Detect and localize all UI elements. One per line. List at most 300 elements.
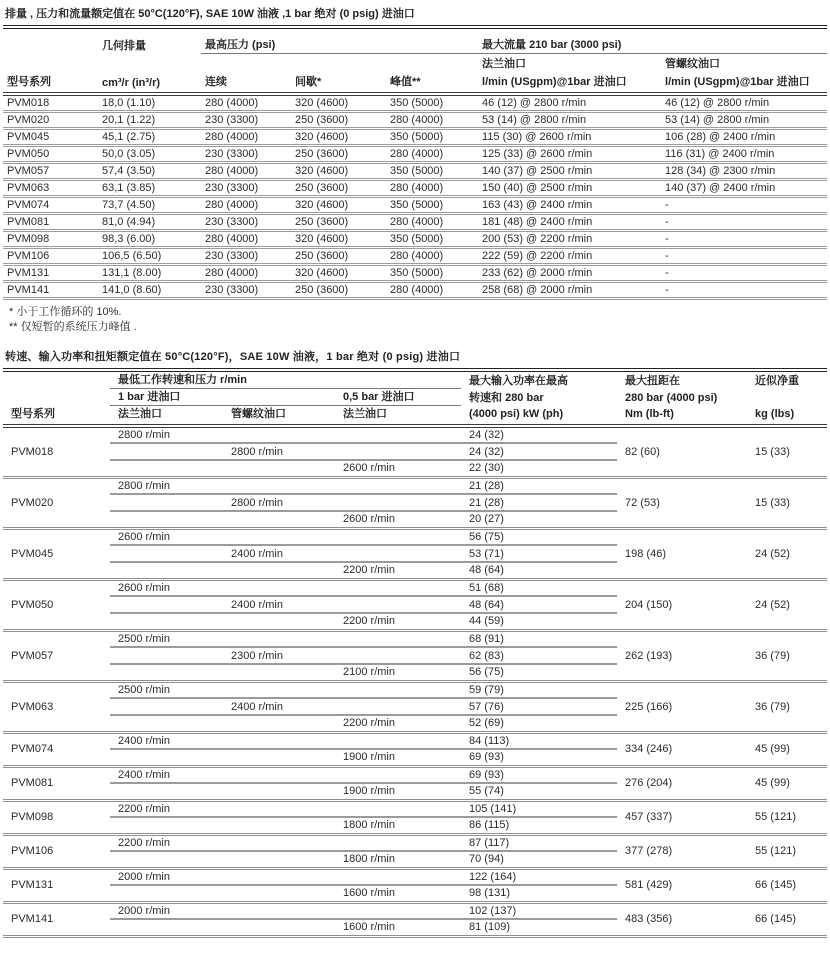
- intermittent-pressure-cell: 250 (3600): [291, 180, 386, 197]
- continuous-pressure-cell: 230 (3300): [201, 248, 291, 265]
- speed-flange-1bar-cell: 2000 r/min: [110, 868, 223, 885]
- displacement-table-row: [3, 248, 827, 265]
- power-cell: 122 (164): [461, 868, 617, 885]
- power-cell: 21 (28): [461, 477, 617, 494]
- power-cell: 84 (113): [461, 732, 617, 749]
- speed-flange-05bar-cell: [335, 647, 461, 664]
- peak-pressure-cell: 280 (4000): [386, 112, 478, 129]
- speed-threaded-1bar-cell: [223, 664, 335, 681]
- peak-pressure-cell: 280 (4000): [386, 282, 478, 299]
- model-cell: PVM074: [3, 197, 98, 214]
- torque-cell: 204 (150): [617, 579, 747, 630]
- continuous-pressure-cell: 280 (4000): [201, 163, 291, 180]
- continuous-pressure-cell: 280 (4000): [201, 197, 291, 214]
- torque-cell: 334 (246): [617, 732, 747, 766]
- speed-flange-05bar-cell: 1600 r/min: [343, 921, 395, 934]
- power-cell: 21 (28): [461, 494, 617, 511]
- intermittent-pressure-cell: 250 (3600): [291, 112, 386, 129]
- speed-power-model-group: [3, 528, 827, 579]
- speed-flange-05bar-cell: [335, 698, 461, 715]
- power-cell: 81 (109): [469, 921, 510, 934]
- header-model: 型号系列: [3, 406, 110, 427]
- displacement-table-row: [3, 112, 827, 129]
- header-weight-line1: 近似净重: [755, 374, 800, 387]
- speed-flange-1bar-cell: [110, 664, 223, 681]
- speed-flange-05bar-cell: [335, 868, 461, 885]
- speed-flange-1bar-cell: [110, 715, 223, 732]
- header-port-row: [3, 54, 827, 73]
- intermittent-pressure-cell: 250 (3600): [291, 282, 386, 299]
- speed-power-model-group: [3, 426, 827, 477]
- speed-power-model-group: [3, 834, 827, 868]
- speed-flange-1bar-cell: [110, 783, 223, 800]
- torque-cell: 457 (337): [617, 800, 747, 834]
- flange-flow-cell: 53 (14) @ 2800 r/min: [478, 112, 661, 129]
- header-displacement-group: 几何排量: [102, 39, 146, 52]
- speed-threaded-1bar-cell: [223, 783, 335, 800]
- power-cell: 69 (93): [461, 766, 617, 783]
- weight-cell: 24 (52): [747, 528, 827, 579]
- power-cell: 52 (69): [469, 717, 504, 730]
- speed-power-model-group: [3, 800, 827, 834]
- displacement-table-row: [3, 146, 827, 163]
- speed-flange-05bar-cell: [335, 596, 461, 613]
- speed-power-model-group: [3, 732, 827, 766]
- speed-flange-05bar-cell: 2200 r/min: [343, 564, 395, 577]
- intermittent-pressure-cell: 320 (4600): [291, 197, 386, 214]
- header-power-line1: 最大输入功率在最高: [469, 374, 569, 387]
- speed-flange-05bar-cell: [335, 443, 461, 460]
- displacement-cell: 57,4 (3.50): [98, 163, 201, 180]
- flange-flow-cell: 181 (48) @ 2400 r/min: [478, 214, 661, 231]
- speed-threaded-1bar-cell: [223, 715, 335, 732]
- peak-pressure-cell: 350 (5000): [386, 163, 478, 180]
- power-cell: 69 (93): [469, 751, 504, 764]
- power-cell: 105 (141): [461, 800, 617, 817]
- speed-power-table: [3, 372, 827, 938]
- speed-threaded-1bar-cell: 2400 r/min: [223, 698, 335, 715]
- speed-flange-1bar-cell: 2400 r/min: [110, 766, 223, 783]
- speed-power-subrow: [3, 732, 827, 749]
- power-cell: 59 (79): [461, 681, 617, 698]
- displacement-table-row: [3, 94, 827, 112]
- intermittent-pressure-cell: 250 (3600): [291, 248, 386, 265]
- speed-threaded-1bar-cell: [223, 460, 335, 477]
- header-continuous: 连续: [201, 72, 291, 94]
- model-cell: PVM045: [3, 528, 110, 579]
- torque-cell: 72 (53): [617, 477, 747, 528]
- speed-flange-05bar-cell: [335, 579, 461, 596]
- model-cell: PVM057: [3, 630, 110, 681]
- torque-cell: 581 (429): [617, 868, 747, 902]
- displacement-cell: 106,5 (6.50): [98, 248, 201, 265]
- peak-pressure-cell: 280 (4000): [386, 146, 478, 163]
- continuous-pressure-cell: 230 (3300): [201, 214, 291, 231]
- speed-flange-1bar-cell: [110, 749, 223, 766]
- intermittent-pressure-cell: 250 (3600): [291, 146, 386, 163]
- speed-flange-05bar-cell: [335, 681, 461, 698]
- weight-cell: 45 (99): [747, 766, 827, 800]
- header-power-line3: (4000 psi) kW (ph): [461, 406, 617, 427]
- speed-threaded-1bar-cell: [223, 613, 335, 630]
- header-torque-line3: Nm (lb-ft): [617, 406, 747, 427]
- speed-flange-1bar-cell: 2500 r/min: [110, 681, 223, 698]
- speed-flange-05bar-cell: 1800 r/min: [343, 819, 395, 832]
- intermittent-pressure-cell: 320 (4600): [291, 231, 386, 248]
- power-cell: 44 (59): [469, 615, 504, 628]
- header-peak: 峰值**: [386, 72, 478, 94]
- speed-threaded-1bar-cell: [223, 579, 335, 596]
- speed-power-subrow: [3, 681, 827, 698]
- flange-flow-cell: 222 (59) @ 2200 r/min: [478, 248, 661, 265]
- speed-flange-1bar-cell: 2200 r/min: [110, 800, 223, 817]
- threaded-flow-cell: -: [661, 231, 827, 248]
- power-cell: 56 (75): [469, 666, 504, 679]
- speed-flange-1bar-cell: [110, 562, 223, 579]
- peak-pressure-cell: 350 (5000): [386, 265, 478, 282]
- speed-flange-1bar-cell: [110, 647, 223, 664]
- peak-pressure-cell: 350 (5000): [386, 129, 478, 146]
- speed-flange-1bar-cell: 2800 r/min: [110, 477, 223, 494]
- power-cell: 56 (75): [461, 528, 617, 545]
- header-threaded-port-1bar: 管螺纹油口: [223, 406, 335, 427]
- model-cell: PVM063: [3, 180, 98, 197]
- speed-power-model-group: [3, 868, 827, 902]
- model-cell: PVM074: [3, 732, 110, 766]
- speed-power-subrow: [3, 800, 827, 817]
- speed-power-subrow: [3, 868, 827, 885]
- speed-flange-1bar-cell: [110, 885, 223, 902]
- speed-power-subrow: [3, 528, 827, 545]
- flange-flow-cell: 46 (12) @ 2800 r/min: [482, 97, 587, 109]
- flange-flow-cell: 163 (43) @ 2400 r/min: [478, 197, 661, 214]
- model-cell: PVM020: [3, 477, 110, 528]
- model-cell: PVM141: [3, 902, 110, 936]
- speed-flange-05bar-cell: [335, 800, 461, 817]
- speed-flange-1bar-cell: [110, 698, 223, 715]
- speed-power-model-group: [3, 630, 827, 681]
- header-inlet-1bar: 1 bar 进油口: [110, 389, 335, 406]
- weight-cell: 55 (121): [747, 834, 827, 868]
- torque-cell: 225 (166): [617, 681, 747, 732]
- speed-flange-05bar-cell: 2200 r/min: [343, 717, 395, 730]
- threaded-flow-cell: 140 (37) @ 2400 r/min: [661, 180, 827, 197]
- speed-power-table-header: [3, 372, 827, 426]
- weight-cell: 45 (99): [747, 732, 827, 766]
- header-label-row: [3, 72, 827, 94]
- power-cell: 48 (64): [469, 564, 504, 577]
- speed-threaded-1bar-cell: [223, 800, 335, 817]
- header-inlet-row: [3, 389, 827, 406]
- power-cell: 57 (76): [461, 698, 617, 715]
- model-cell: PVM106: [3, 834, 110, 868]
- speed-threaded-1bar-cell: [223, 732, 335, 749]
- threaded-flow-cell: 106 (28) @ 2400 r/min: [661, 129, 827, 146]
- section-displacement: [3, 3, 827, 337]
- torque-cell: 262 (193): [617, 630, 747, 681]
- threaded-flow-cell: 128 (34) @ 2300 r/min: [661, 163, 827, 180]
- power-cell: 24 (32): [461, 426, 617, 443]
- threaded-flow-cell: -: [661, 197, 827, 214]
- model-cell: PVM131: [3, 265, 98, 282]
- power-cell: 98 (131): [469, 887, 510, 900]
- power-cell: 55 (74): [469, 785, 504, 798]
- speed-flange-1bar-cell: [110, 443, 223, 460]
- flange-flow-cell: 125 (33) @ 2600 r/min: [478, 146, 661, 163]
- threaded-flow-cell: -: [661, 282, 827, 299]
- speed-flange-05bar-cell: [335, 528, 461, 545]
- spacer-cell: [3, 389, 110, 406]
- intermittent-pressure-cell: 320 (4600): [291, 129, 386, 146]
- speed-threaded-1bar-cell: [223, 885, 335, 902]
- speed-power-subrow: [3, 426, 827, 443]
- peak-pressure-cell: 350 (5000): [390, 97, 444, 109]
- header-flange-port-unit: l/min (USgpm)@1bar 进油口: [478, 72, 661, 94]
- power-cell: 51 (68): [461, 579, 617, 596]
- model-cell: PVM018: [7, 97, 50, 109]
- displacement-table-row: [3, 265, 827, 282]
- weight-cell: 66 (145): [747, 868, 827, 902]
- speed-flange-05bar-cell: 1900 r/min: [343, 785, 395, 798]
- speed-flange-1bar-cell: 2800 r/min: [110, 426, 223, 443]
- speed-flange-1bar-cell: 2600 r/min: [110, 528, 223, 545]
- speed-flange-1bar-cell: 2000 r/min: [110, 902, 223, 919]
- displacement-cell: 141,0 (8.60): [98, 282, 201, 299]
- threaded-flow-cell: -: [661, 248, 827, 265]
- displacement-table-row: [3, 214, 827, 231]
- header-speed-group: 最低工作转速和压力 r/min: [110, 372, 461, 389]
- displacement-cell: 63,1 (3.85): [98, 180, 201, 197]
- weight-cell: 24 (52): [747, 579, 827, 630]
- speed-flange-05bar-cell: [335, 732, 461, 749]
- speed-threaded-1bar-cell: 2400 r/min: [223, 596, 335, 613]
- speed-flange-1bar-cell: [110, 596, 223, 613]
- torque-cell: 198 (46): [617, 528, 747, 579]
- threaded-flow-cell: 116 (31) @ 2400 r/min: [661, 146, 827, 163]
- speed-flange-05bar-cell: [335, 766, 461, 783]
- intermittent-pressure-cell: 320 (4600): [291, 163, 386, 180]
- header-pressure-group: 最高压力 (psi): [201, 35, 478, 54]
- model-cell: PVM050: [3, 579, 110, 630]
- threaded-flow-cell: 46 (12) @ 2800 r/min: [665, 97, 770, 109]
- torque-cell: 82 (60): [625, 445, 660, 458]
- model-cell: PVM131: [3, 868, 110, 902]
- weight-cell: 36 (79): [747, 681, 827, 732]
- model-cell: PVM141: [3, 282, 98, 299]
- footnote-duty-cycle: * 小于工作循环的 10%.: [9, 306, 122, 318]
- displacement-cell: 73,7 (4.50): [98, 197, 201, 214]
- footnotes: [3, 300, 827, 337]
- speed-flange-05bar-cell: 1800 r/min: [343, 853, 395, 866]
- displacement-table-row: [3, 282, 827, 299]
- speed-flange-1bar-cell: [110, 511, 223, 528]
- continuous-pressure-cell: 230 (3300): [201, 112, 291, 129]
- speed-power-section-title: 转速、输入功率和扭矩额定值在 50°C(120°F)，SAE 10W 油液，1 bar 绝对 (0 psig) 进油口: [3, 346, 827, 372]
- speed-flange-05bar-cell: [335, 494, 461, 511]
- speed-flange-1bar-cell: [110, 919, 223, 936]
- flange-flow-cell: 140 (37) @ 2500 r/min: [478, 163, 661, 180]
- spacer-cell: [3, 372, 110, 389]
- threaded-flow-cell: -: [661, 214, 827, 231]
- header-weight-line3: kg (lbs): [747, 406, 827, 427]
- speed-power-model-group: [3, 579, 827, 630]
- model-cell: PVM081: [3, 766, 110, 800]
- threaded-flow-cell: 53 (14) @ 2800 r/min: [661, 112, 827, 129]
- speed-power-subrow: [3, 834, 827, 851]
- speed-threaded-1bar-cell: 2800 r/min: [223, 494, 335, 511]
- speed-flange-1bar-cell: 2500 r/min: [110, 630, 223, 647]
- speed-power-subrow: [3, 477, 827, 494]
- displacement-table-row: [3, 231, 827, 248]
- speed-flange-05bar-cell: [335, 630, 461, 647]
- displacement-cell: 131,1 (8.00): [98, 265, 201, 282]
- speed-power-model-group: [3, 477, 827, 528]
- weight-cell: 15 (33): [747, 477, 827, 528]
- spacer-cell: [747, 389, 827, 406]
- torque-cell: 483 (356): [617, 902, 747, 936]
- power-cell: 24 (32): [461, 443, 617, 460]
- displacement-section-title: 排量 , 压力和流量额定值在 50°C(120°F), SAE 10W 油液 ,1 bar 绝对 (0 psig) 进油口: [3, 3, 827, 29]
- spacer-cell: [3, 54, 478, 73]
- power-cell: 70 (94): [469, 853, 504, 866]
- header-flange-port: 法兰油口: [482, 58, 527, 70]
- displacement-table-row: [3, 163, 827, 180]
- footnote-peak-pressure: ** 仅短暂的系统压力峰值 .: [9, 321, 137, 333]
- speed-threaded-1bar-cell: 2400 r/min: [223, 545, 335, 562]
- peak-pressure-cell: 350 (5000): [386, 231, 478, 248]
- threaded-flow-cell: -: [661, 265, 827, 282]
- header-power-line2: 转速和 280 bar: [469, 391, 544, 404]
- speed-threaded-1bar-cell: [223, 511, 335, 528]
- power-cell: 62 (83): [461, 647, 617, 664]
- flange-flow-cell: 150 (40) @ 2500 r/min: [478, 180, 661, 197]
- speed-flange-1bar-cell: [110, 545, 223, 562]
- model-cell: PVM050: [3, 146, 98, 163]
- model-cell: PVM106: [3, 248, 98, 265]
- header-intermittent: 间歇*: [291, 72, 386, 94]
- speed-threaded-1bar-cell: 2800 r/min: [223, 443, 335, 460]
- model-cell: PVM081: [3, 214, 98, 231]
- intermittent-pressure-cell: 250 (3600): [291, 214, 386, 231]
- header-displacement-unit: cm³/r (in³/r): [98, 72, 201, 94]
- flange-flow-cell: 233 (62) @ 2000 r/min: [478, 265, 661, 282]
- speed-flange-05bar-cell: [335, 545, 461, 562]
- weight-cell: 15 (33): [755, 445, 790, 458]
- header-threaded-port-unit: l/min (USgpm)@1bar 进油口: [661, 72, 827, 94]
- peak-pressure-cell: 280 (4000): [386, 248, 478, 265]
- power-cell: 48 (64): [461, 596, 617, 613]
- speed-threaded-1bar-cell: 2300 r/min: [223, 647, 335, 664]
- displacement-cell: 20,1 (1.22): [98, 112, 201, 129]
- continuous-pressure-cell: 280 (4000): [201, 129, 291, 146]
- displacement-cell: 50,0 (3.05): [98, 146, 201, 163]
- speed-threaded-1bar-cell: [223, 868, 335, 885]
- speed-threaded-1bar-cell: [223, 681, 335, 698]
- continuous-pressure-cell: 230 (3300): [201, 282, 291, 299]
- header-group-row: [3, 35, 827, 54]
- speed-flange-05bar-cell: [335, 477, 461, 494]
- power-cell: 102 (137): [461, 902, 617, 919]
- displacement-table-body: [3, 94, 827, 299]
- power-cell: 68 (91): [461, 630, 617, 647]
- speed-flange-05bar-cell: 1900 r/min: [343, 751, 395, 764]
- speed-flange-1bar-cell: [110, 494, 223, 511]
- speed-flange-05bar-cell: 2600 r/min: [343, 462, 395, 475]
- torque-cell: 276 (204): [617, 766, 747, 800]
- speed-flange-05bar-cell: [335, 426, 461, 443]
- displacement-cell: 98,3 (6.00): [98, 231, 201, 248]
- peak-pressure-cell: 350 (5000): [386, 197, 478, 214]
- model-cell: PVM045: [3, 129, 98, 146]
- speed-threaded-1bar-cell: [223, 749, 335, 766]
- speed-flange-1bar-cell: 2200 r/min: [110, 834, 223, 851]
- speed-power-subrow: [3, 902, 827, 919]
- power-cell: 87 (117): [461, 834, 617, 851]
- displacement-table: [3, 35, 827, 300]
- continuous-pressure-cell: 280 (4000): [205, 97, 259, 109]
- header-inlet-05bar: 0,5 bar 进油口: [335, 389, 461, 406]
- intermittent-pressure-cell: 320 (4600): [295, 97, 349, 109]
- speed-flange-05bar-cell: 2600 r/min: [343, 513, 395, 526]
- peak-pressure-cell: 280 (4000): [386, 214, 478, 231]
- peak-pressure-cell: 280 (4000): [386, 180, 478, 197]
- power-cell: 20 (27): [469, 513, 504, 526]
- speed-threaded-1bar-cell: [223, 766, 335, 783]
- intermittent-pressure-cell: 320 (4600): [291, 265, 386, 282]
- speed-threaded-1bar-cell: [223, 630, 335, 647]
- continuous-pressure-cell: 280 (4000): [201, 265, 291, 282]
- continuous-pressure-cell: 230 (3300): [201, 180, 291, 197]
- speed-power-model-group: [3, 681, 827, 732]
- displacement-cell: 81,0 (4.94): [98, 214, 201, 231]
- speed-flange-05bar-cell: [335, 834, 461, 851]
- model-cell: PVM098: [3, 231, 98, 248]
- continuous-pressure-cell: 230 (3300): [201, 146, 291, 163]
- speed-threaded-1bar-cell: [223, 902, 335, 919]
- header-flow-group: 最大流量 210 bar (3000 psi): [478, 35, 827, 54]
- model-cell: PVM063: [3, 681, 110, 732]
- flange-flow-cell: 258 (68) @ 2000 r/min: [478, 282, 661, 299]
- flange-flow-cell: 115 (30) @ 2600 r/min: [478, 129, 661, 146]
- power-cell: 53 (71): [461, 545, 617, 562]
- speed-threaded-1bar-cell: [223, 562, 335, 579]
- speed-power-model-group: [3, 902, 827, 936]
- power-cell: 22 (30): [469, 462, 504, 475]
- speed-threaded-1bar-cell: [223, 426, 335, 443]
- speed-flange-1bar-cell: [110, 817, 223, 834]
- header-group-row: [3, 372, 827, 389]
- header-flange-port-1bar: 法兰油口: [110, 406, 223, 427]
- header-torque-line1: 最大扭距在: [625, 374, 681, 387]
- speed-threaded-1bar-cell: [223, 477, 335, 494]
- header-flange-port-05bar: 法兰油口: [335, 406, 461, 427]
- speed-threaded-1bar-cell: [223, 834, 335, 851]
- speed-flange-1bar-cell: [110, 613, 223, 630]
- section-speed-power: [3, 346, 827, 938]
- model-cell: PVM098: [3, 800, 110, 834]
- speed-threaded-1bar-cell: [223, 817, 335, 834]
- speed-flange-05bar-cell: 1600 r/min: [343, 887, 395, 900]
- speed-flange-1bar-cell: 2400 r/min: [110, 732, 223, 749]
- displacement-cell: 18,0 (1.10): [102, 97, 156, 109]
- speed-flange-1bar-cell: [110, 851, 223, 868]
- header-torque-line2: 280 bar (4000 psi): [625, 391, 718, 404]
- header-threaded-port: 管螺纹油口: [665, 58, 721, 70]
- speed-threaded-1bar-cell: [223, 528, 335, 545]
- speed-flange-1bar-cell: 2600 r/min: [110, 579, 223, 596]
- header-model: 型号系列: [3, 72, 98, 94]
- torque-cell: 377 (278): [617, 834, 747, 868]
